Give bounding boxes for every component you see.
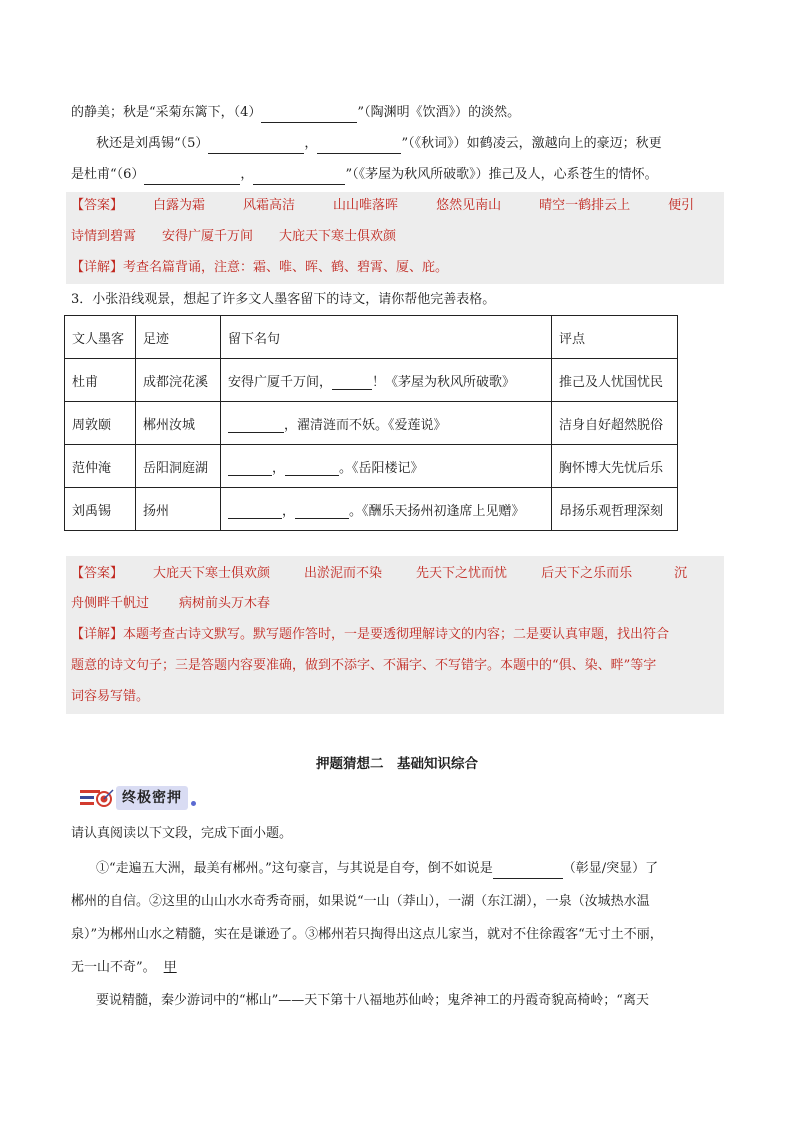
fill-blank-4[interactable]	[261, 108, 357, 123]
answer-line-1: 【答案】 大庇天下寒士俱欢颜 出淤泥而不染 先天下之忧而忧 后天下之乐而乐 沉	[71, 566, 688, 581]
fill-blank-6a[interactable]	[144, 170, 240, 185]
header-lines: 留下名句	[221, 316, 552, 359]
answer-line-1: 【答案】 白露为霜 风霜高洁 山山唯落晖 悠然见南山 晴空一鹤排云上 便引	[71, 198, 695, 213]
section-badge	[80, 785, 196, 811]
fill-blank-word[interactable]	[493, 864, 563, 879]
table-row: 周敦颐 郴州汝城 ，濯清涟而不妖。《爱莲说》 洁身自好超然脱俗	[65, 402, 678, 445]
table-header-row	[65, 316, 678, 359]
table-blank[interactable]	[228, 461, 272, 476]
answer-line-2: 诗情到碧霄 安得广厦千万间 大庇天下寒士俱欢颜	[71, 229, 397, 244]
blank-jia[interactable]: 甲	[163, 960, 177, 975]
detail-line-3: 词容易写错。	[71, 689, 150, 704]
section-title: 押题猜想二 基础知识综合	[316, 756, 478, 772]
q2-line-1: 的静美；秋是“采菊东篱下，（4） ”（陶渊明《饮酒》）的淡然。	[71, 103, 520, 123]
target-icon	[80, 787, 114, 809]
q2-line-3: 是杜甫“（6） ， ”（《茅屋为秋风所破歌》）推己及人，心系苍生的情怀。	[71, 165, 658, 185]
table-blank[interactable]	[295, 504, 349, 519]
table-blank[interactable]	[332, 375, 372, 390]
table-blank[interactable]	[285, 461, 339, 476]
q3-prompt: 3．小张沿线观景，想起了许多文人墨客留下的诗文，请你帮他完善表格。	[71, 292, 496, 307]
badge-dot	[191, 801, 196, 806]
fill-blank-6b[interactable]	[253, 170, 345, 185]
detail-line: 【详解】考查名篇背诵，注意：霜、唯、晖、鹤、碧霄、厦、庇。	[71, 260, 449, 275]
header-comment: 评点	[552, 316, 678, 359]
header-poet: 文人墨客	[65, 316, 136, 359]
passage-line-1: ①“走遍五大洲，最美有郴州。”这句豪言，与其说是自夸，倒不如说是 （彰显/突显）了	[96, 859, 658, 879]
table-blank[interactable]	[228, 504, 282, 519]
table-blank[interactable]	[228, 418, 284, 433]
detail-line-1: 【详解】本题考查古诗文默写。默写题作答时，一是要透彻理解诗文的内容；二是要认真审题，找出符合	[71, 627, 670, 642]
fill-blank-5b[interactable]	[317, 139, 401, 154]
reading-intro: 请认真阅读以下文段，完成下面小题。	[71, 826, 293, 841]
table-row: 杜甫 成都浣花溪 安得广厦千万间， ！《茅屋为秋风所破歌》 推己及人忧国忧民	[65, 359, 678, 402]
q2-line-2: 秋还是刘禹锡“（5） ， ”（《秋词》）如鹤凌云，激越向上的豪迈；秋更	[96, 134, 662, 154]
passage-line-2: 郴州的自信。②这里的山山水水奇秀奇丽，如果说“一山（莽山），一湖（东江湖），一泉（汝城热水温	[71, 894, 650, 909]
table-row: 刘禹锡 扬州 ， 。《酬乐天扬州初逢席上见赠》 昂扬乐观哲理深刻	[65, 488, 678, 531]
detail-line-2: 题意的诗文句子；三是答题内容要准确，做到不添字、不漏字、不写错字。本题中的“俱、染、畔”等字	[71, 658, 657, 673]
passage-line-5: 要说精髓，秦少游词中的“郴山”——天下第十八福地苏仙岭；鬼斧神工的丹霞奇貌高椅岭；“离天	[96, 993, 649, 1008]
fill-blank-5a[interactable]	[208, 139, 304, 154]
header-place: 足迹	[136, 316, 221, 359]
answer-box-2	[66, 556, 724, 714]
badge-label: 终极密押	[116, 786, 188, 810]
table-row: 范仲淹 岳阳洞庭湖 ， 。《岳阳楼记》 胸怀博大先忧后乐	[65, 445, 678, 488]
poem-table	[64, 315, 678, 531]
passage-line-4: 无一山不奇”。 甲	[71, 958, 183, 978]
passage-line-3: 泉）”为郴州山水之精髓，实在是谦逊了。③郴州若只掏得出这点儿家当，就对不住徐霞客“无寸土不丽，	[71, 927, 663, 942]
answer-box-1	[66, 192, 724, 284]
answer-line-2: 舟侧畔千帆过 病树前头万木春	[71, 596, 271, 611]
